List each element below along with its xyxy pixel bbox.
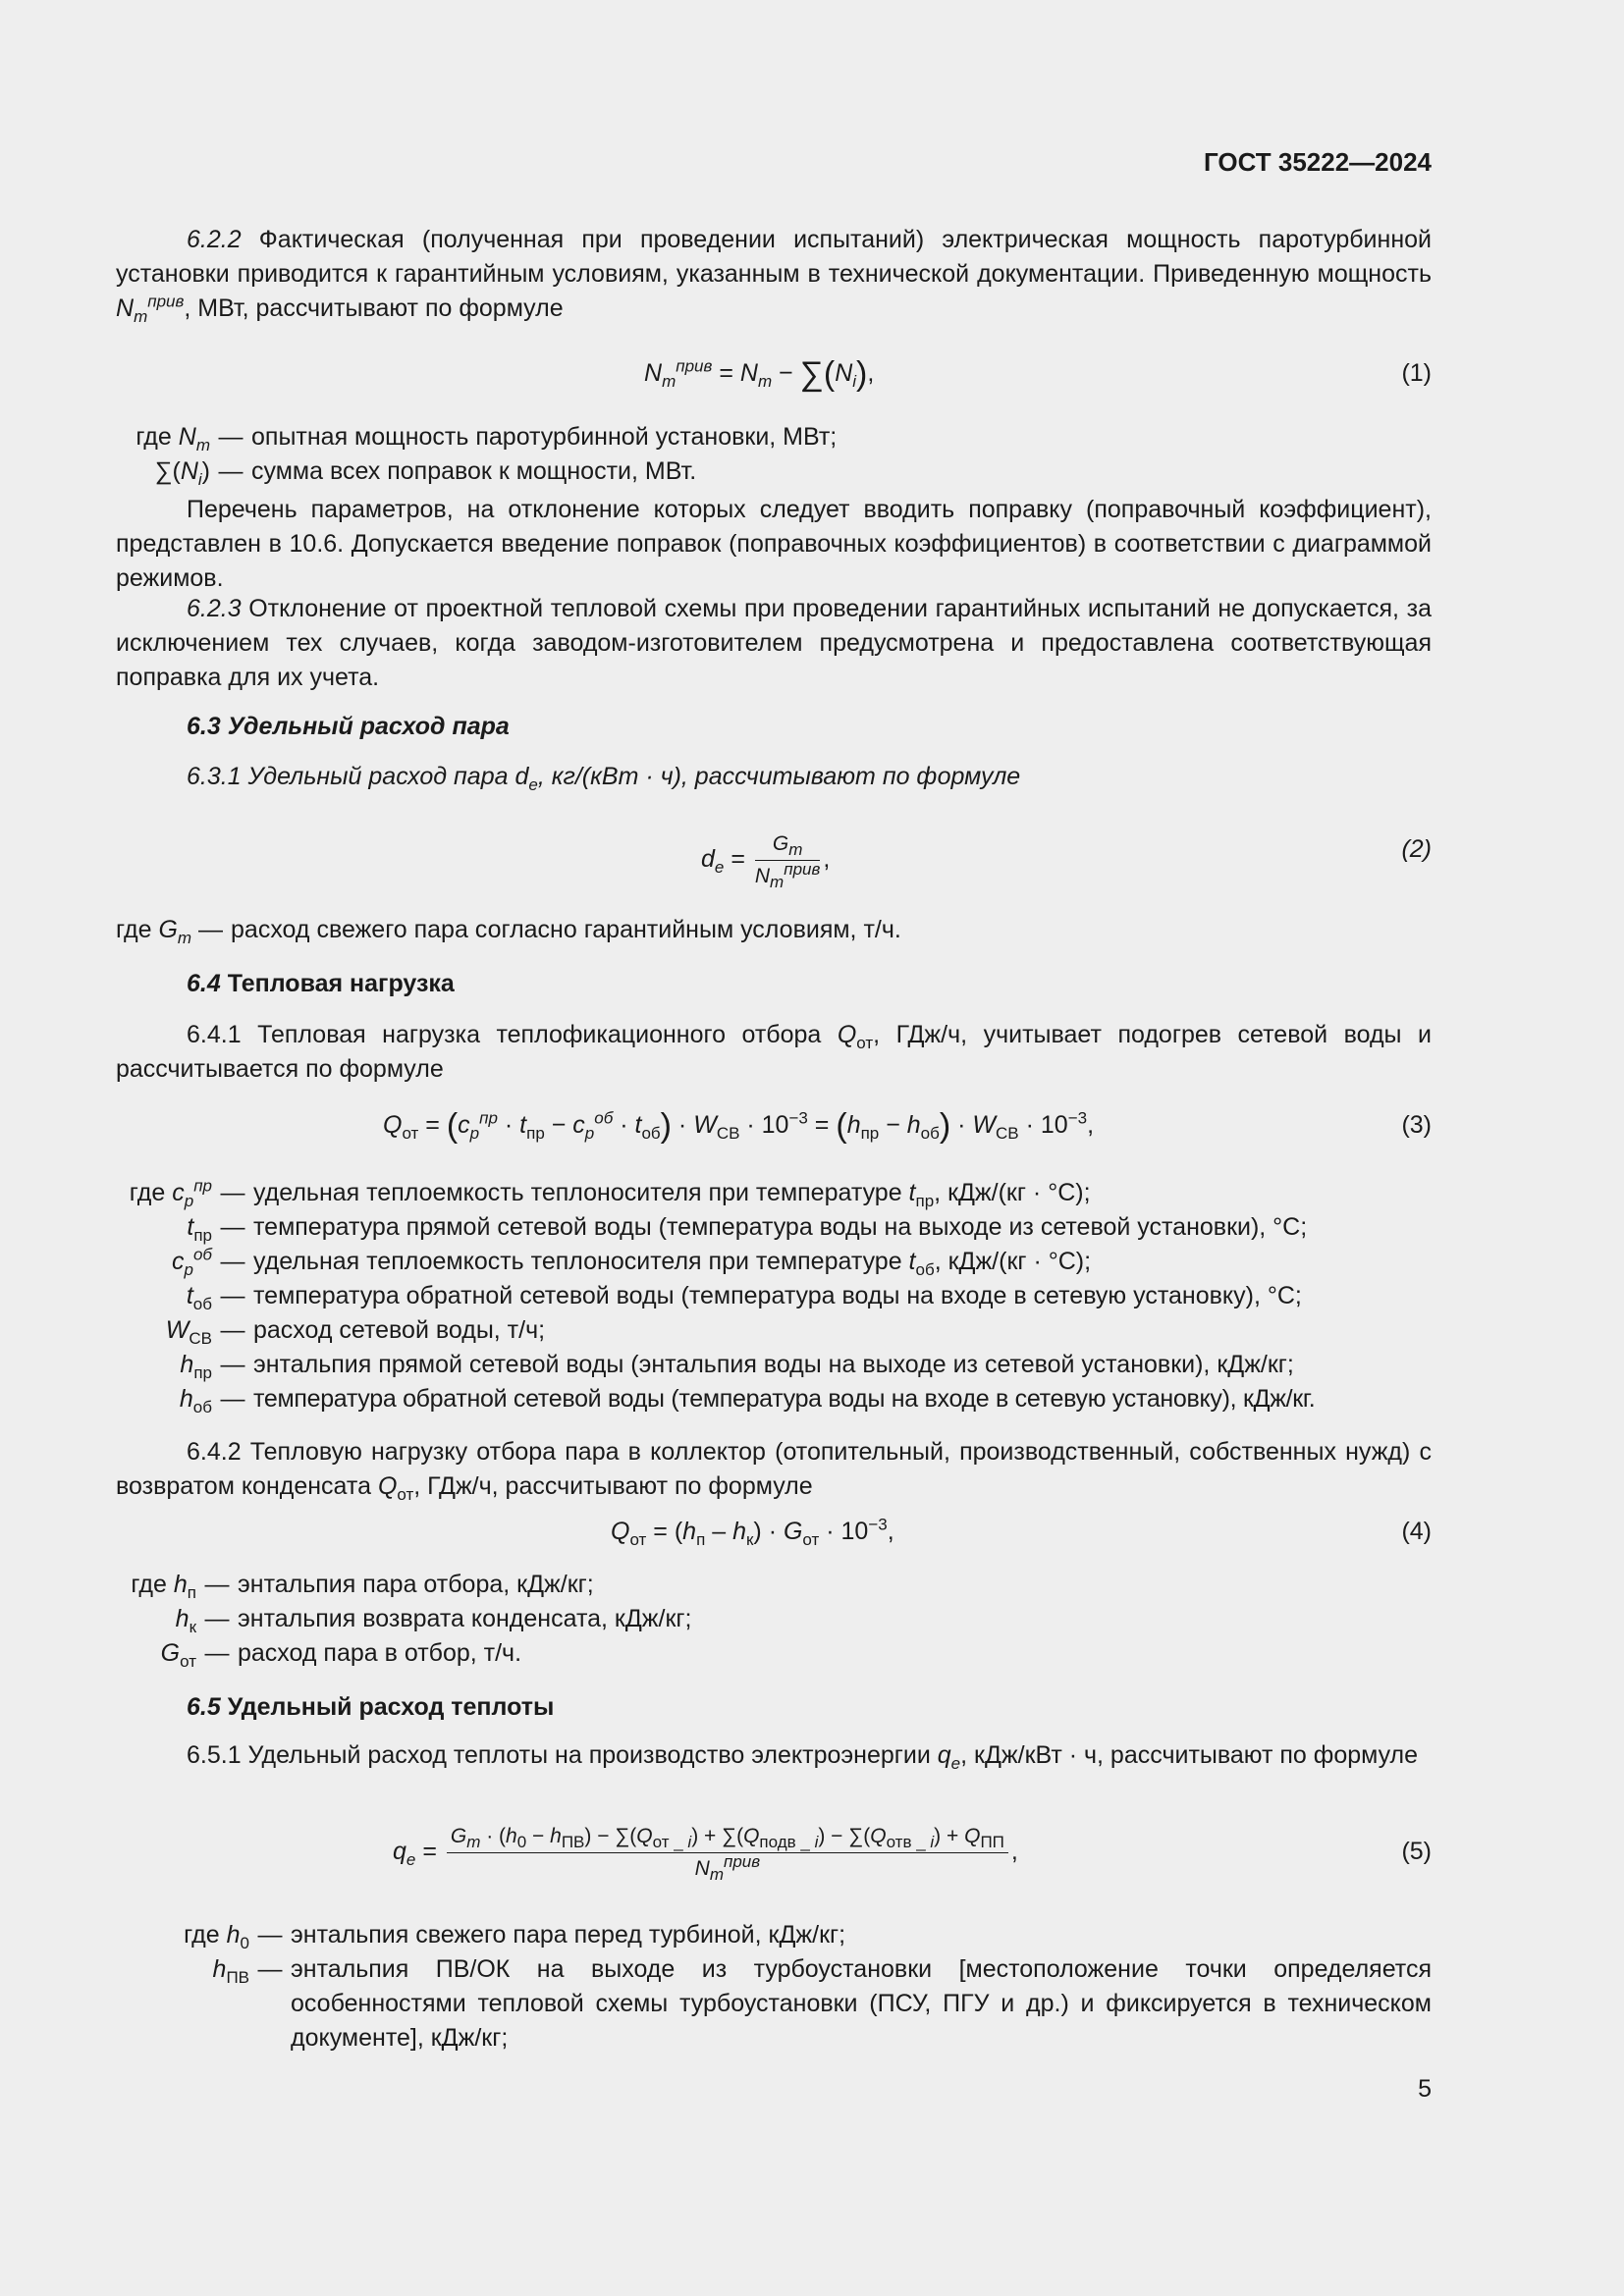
formula-3-number: (3)	[1401, 1111, 1432, 1139]
formula-2	[116, 825, 1432, 893]
heading-6-4: 6.4 Тепловая нагрузка	[187, 970, 455, 997]
paragraph-6-5-1: 6.5.1 Удельный расход теплоты на производство электроэнергии $q_e$, кДж/кВт · ч, рассчитывают по формуле	[187, 1741, 1419, 1773]
formula-5-number: (5)	[1401, 1838, 1432, 1865]
formula-2-definitions	[116, 913, 1432, 947]
definition-symbol: где $N_m$	[135, 423, 210, 454]
paragraph-corrections: Перечень параметров, на отклонение которых следует вводить поправку (поправочный коэффициент), представлен в 10.6. Допускается введение поправок (поправочных коэффициентов) в соответствии с диаграммой режимов.	[116, 496, 1432, 592]
standard-header: ГОСТ 35222—2024	[1204, 147, 1432, 177]
formula-5-definitions	[116, 1918, 1432, 2056]
formula-3	[116, 1103, 1432, 1147]
definition-row: где $N_m$ — опытная мощность паротурбинной установки, МВт;	[116, 420, 1432, 454]
formula-3-expression: $Q_{от} = (c_p^{пр} \cdot t_{пр} - c_p^{об} \cdot t_{об}) \cdot W_{СВ} \cdot 10^{-3} = (h_{пр} - h_{об}) \cdot W_{СВ} \cdot 10^{-3}$,	[383, 1107, 1095, 1145]
definition-row: $W_{СВ}$ — расход сетевой воды, т/ч;	[165, 1316, 546, 1348]
definition-row: где $h_0$ — энтальпия свежего пара перед турбиной, кДж/кг;	[184, 1921, 846, 1952]
formula-4-definitions	[116, 1568, 1432, 1671]
definition-row: $c_p^{об}$ — удельная теплоемкость теплоносителя при температуре $t_{об}$, кДж/(кг · °C);	[172, 1245, 1092, 1279]
definition-row: где $G_m$ — расход свежего пара согласно гарантийным условиям, т/ч.	[116, 913, 1432, 947]
definition-row: $t_{пр}$ — температура прямой сетевой воды (температура воды на выходе из сетевой установки), °C;	[187, 1213, 1308, 1245]
formula-2-number: (2)	[1401, 835, 1432, 863]
formula-1-definitions	[116, 420, 1432, 489]
formula-4	[116, 1510, 1432, 1553]
definition-row: $h_{об}$ — температура обратной сетевой воды (температура воды на входе в сетевую установку), кДж/кг.	[179, 1385, 1316, 1416]
definition-symbol: где $G_m$	[116, 916, 192, 947]
definition-row: где $c_p^{пр}$ — удельная теплоемкость теплоносителя при температуре $t_{пр}$, кДж/(кг · °C);	[129, 1176, 1091, 1210]
page-number: 5	[1418, 2075, 1432, 2103]
formula-4-number: (4)	[1401, 1518, 1432, 1545]
heading-6-3: 6.3 Удельный расход пара	[187, 713, 510, 740]
symbol-n-priv: $N_m^{прив}$	[116, 292, 185, 326]
definition-row: $G_{от}$ — расход пара в отбор, т/ч.	[160, 1639, 522, 1671]
paragraph-6-2-2: 6.2.2 Фактическая (полученная при проведении испытаний) электрическая мощность паротурбинной установки приводится к гарантийным условиям, указанным в технической документации. Приведенную мощность $N_m^{прив}$, МВт, рассчитывают по формуле	[116, 226, 1432, 326]
definition-row: $h_{пр}$ — энтальпия прямой сетевой воды (энтальпия воды на выходе из сетевой установки), кДж/кг;	[180, 1351, 1294, 1382]
paragraph-6-4-2: 6.4.2 Тепловую нагрузку отбора пара в коллектор (отопительный, производственный, собственных нужд) с возвратом конденсата $Q_{от}$, ГДж/ч, рассчитывают по формуле	[116, 1438, 1432, 1504]
definition-row: $t_{об}$ — температура обратной сетевой воды (температура воды на входе в сетевую установку), °C;	[186, 1282, 1302, 1313]
document-page	[116, 0, 1432, 2296]
formula-1-expression: $N_m^{прив} = N_m - \sum(N_i)$,	[644, 355, 875, 393]
formula-1	[116, 351, 1432, 395]
formula-4-expression: $Q_{от} = (h_п - h_к) \cdot G_{от} \cdot 10^{-3}$,	[611, 1515, 894, 1549]
paragraph-6-4-1: 6.4.1 Тепловая нагрузка теплофикационного отбора $Q_{от}$, ГДж/ч, учитывает подогрев сетевой воды и рассчитывается по формуле	[116, 1021, 1432, 1083]
formula-5-expression: $q_e$ = $G_m \cdot (h_0 - h_{ПВ}) - \sum(Q_{от \_ i}) + \sum(Q_{подв \_ i}) - \sum(Q_{отв \_ i}) + Q_{ПП}$ $N_m^{прив}$ ,	[393, 1824, 1018, 1885]
paragraph-6-3-1: 6.3.1 Удельный расход пара $d_e$, кг/(кВт · ч), рассчитывают по формуле	[187, 763, 1021, 794]
formula-3-definitions	[116, 1176, 1432, 1416]
paragraph-6-2-3: 6.2.3 Отклонение от проектной тепловой схемы при проведении гарантийных испытаний не допускается, за исключением тех случаев, когда заводом-изготовителем предусмотрена и предоставлена соответствующая поправка для их учета.	[116, 595, 1432, 691]
heading-6-5: 6.5 Удельный расход теплоты	[187, 1693, 555, 1721]
definition-symbol: $\sum(N_i)$	[154, 457, 210, 489]
clause-number: 6.2.2	[187, 226, 242, 253]
formula-2-expression: $d_e$ = $\frac{G_m}{N_m^{прив}}$ ,	[701, 831, 831, 892]
formula-5	[116, 1812, 1432, 1891]
definition-row: $h_{ПВ}$ — энтальпия ПВ/ОК на выходе из турбоустановки [местоположение точки определяется особенностями тепловой схемы турбоустановки (ПСУ, ПГУ и др.) и фиксируется в техническом документе], кДж/кг;	[212, 1955, 1432, 2052]
definition-row: $\sum(N_i)$ — сумма всех поправок к мощности, МВт.	[116, 454, 1432, 489]
definition-row: $h_к$ — энтальпия возврата конденсата, кДж/кг;	[175, 1605, 692, 1636]
definition-row: где $h_п$ — энтальпия пара отбора, кДж/кг;	[131, 1571, 594, 1602]
formula-1-number: (1)	[1401, 359, 1432, 387]
